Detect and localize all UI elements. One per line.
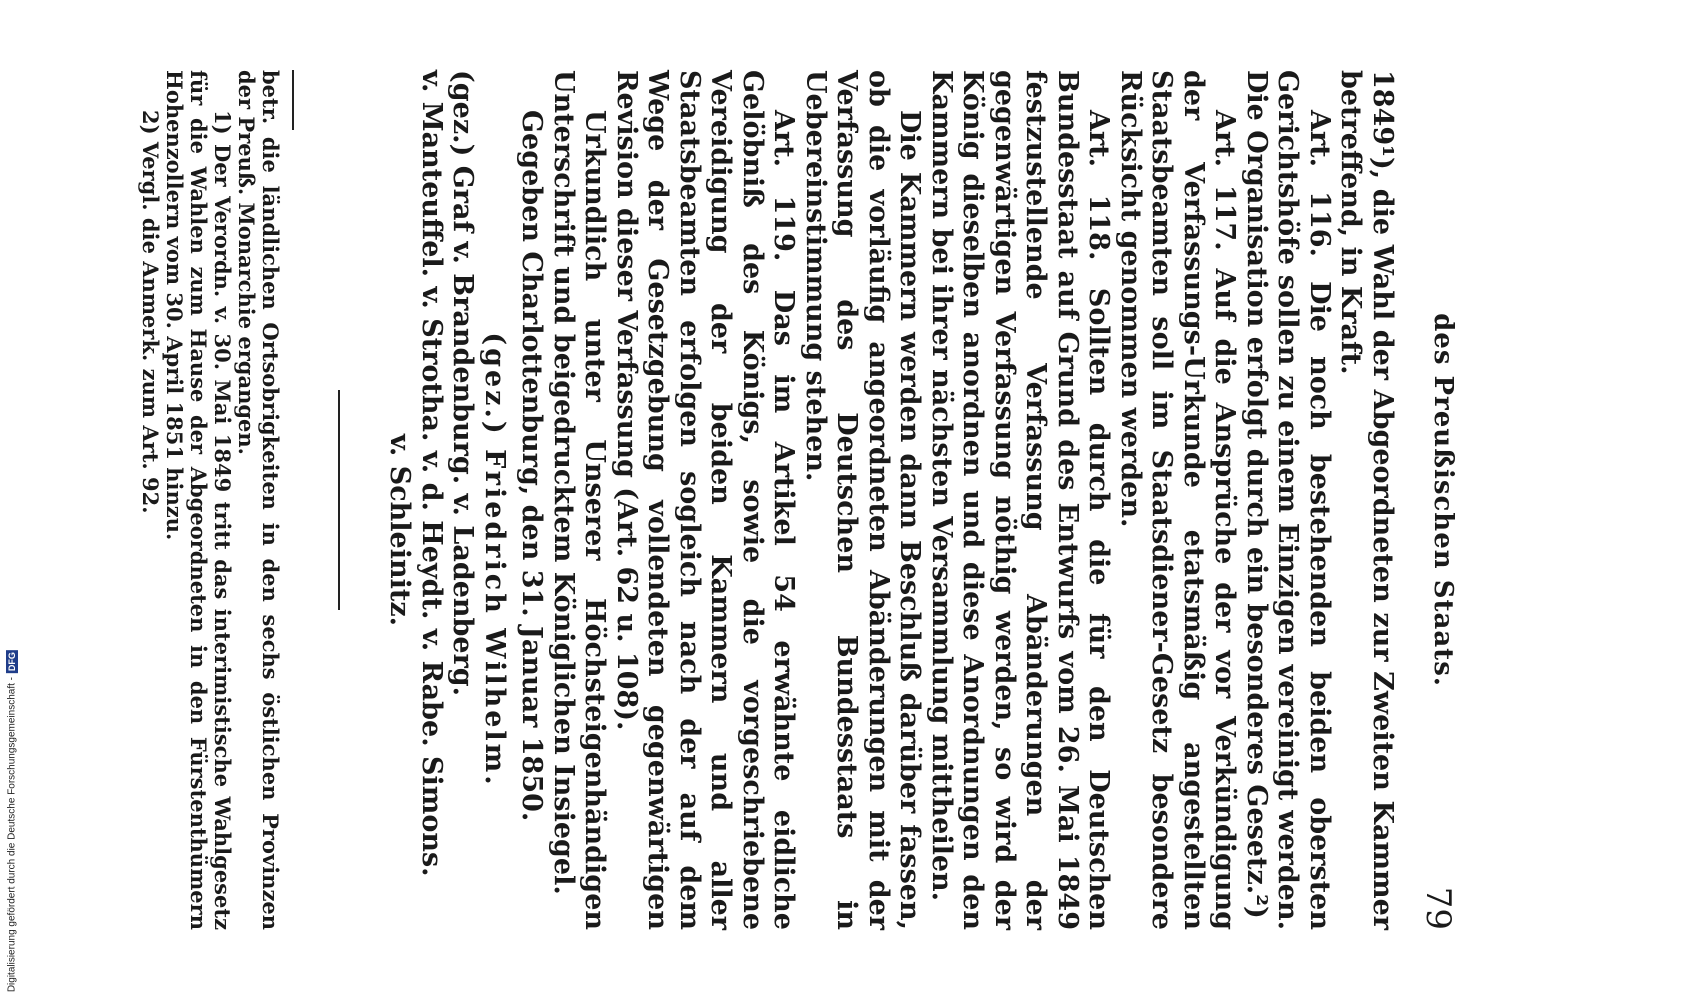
article-119: Art. 119. Das im Artikel 54 erwähnte eidliche Gelöbniß des Königs, sowie die vorgeschriebene Vereidigung der beiden Kammern und aller Staatsbeamten erfolgen sogleich nach der auf dem Wege der Gesetzgebung vollendeten gegenwärtigen Revision dieser Verfassung (Art. 62 u. 108).	[611, 70, 800, 930]
page-number: 79	[1418, 886, 1458, 930]
signature-block	[384, 70, 510, 930]
credit-text: Digitalisierung gefördert durch die Deutsche Forschungsgemeinschaft -	[6, 676, 18, 992]
date-line: Gegeben Charlottenburg, den 31. Januar 1850.	[516, 110, 548, 822]
footnote: betr. die ländlichen Ortsobrigkeiten in den sechs östlichen Provinzen der Preuß. Monarchie ergangen.	[234, 70, 283, 930]
article-117: Art. 117. Auf die Ansprüche der vor Verkündigung der Verfassungs-Urkunde etatsmäßig angestellten Staatsbeamten soll im Staatsdiener-Gesetz besondere Rücksicht genommen werden.	[1115, 70, 1241, 930]
page-body	[138, 70, 1398, 930]
page-header	[1418, 70, 1458, 930]
paragraph: 1849¹), die Wahl der Abgeordneten zur Zweiten Kammer betreffend, in Kraft.	[1335, 70, 1398, 930]
article-116: Art. 116. Die noch bestehenden beiden obersten Gerichtshöfe sollen zu einem Einzigen vereinigt werden. Die Organisation erfolgt durch ein besonderes Gesetz.²)	[1241, 70, 1335, 930]
king-signature: (gez.) Friedrich Wilhelm.	[479, 332, 510, 788]
article-118: Art. 118. Sollten durch die für den Deutschen Bundesstaat auf Grund des Entwurfs vom 26. Mai 1849 festzustellende Verfassung Abänderungen der gegenwärtigen Verfassung nöthig werden, so wird der König dieselben anordnen und diese Anordnungen den Kammern bei ihrer nächsten Versammlung mittheilen.	[926, 70, 1115, 930]
running-title: des Preußischen Staats.	[1428, 313, 1458, 687]
ministers-line: (gez.) Graf v. Brandenburg. v. Ladenberg.	[447, 70, 479, 697]
footnotes	[138, 70, 282, 930]
attestation: Urkundlich unter Unserer Höchsteigenhändigen Unterschrift und beigedrucktem Königlichen Insiegel.	[548, 70, 611, 930]
footnote: 1) Der Verordn. v. 30. Mai 1849 tritt das interimistische Wahlgesetz für die Wahlen zum Hause der Abgeordneten in den Fürstenthümern Hohenzollern vom 30. April 1851 hinzu.	[162, 70, 235, 930]
scanned-page	[138, 10, 1518, 990]
section-divider	[338, 390, 340, 610]
digitization-credit	[6, 650, 18, 992]
footnote: 2) Vergl. die Anmerk. zum Art. 92.	[138, 110, 163, 514]
ministers-line: v. Schleinitz.	[384, 433, 416, 627]
ministers-line: v. Manteuffel. v. Strotha. v. d. Heydt. v. Rabe. Simons.	[416, 70, 447, 877]
paragraph: Die Kammern werden dann Beschluß darüber fassen, ob die vorläufig angeordneten Abänderungen mit der Verfassung des Deutschen Bundesstaats in Uebereinstimmung stehen.	[800, 70, 926, 930]
dfg-logo: DFG	[7, 651, 17, 671]
footnote-divider	[292, 70, 294, 130]
